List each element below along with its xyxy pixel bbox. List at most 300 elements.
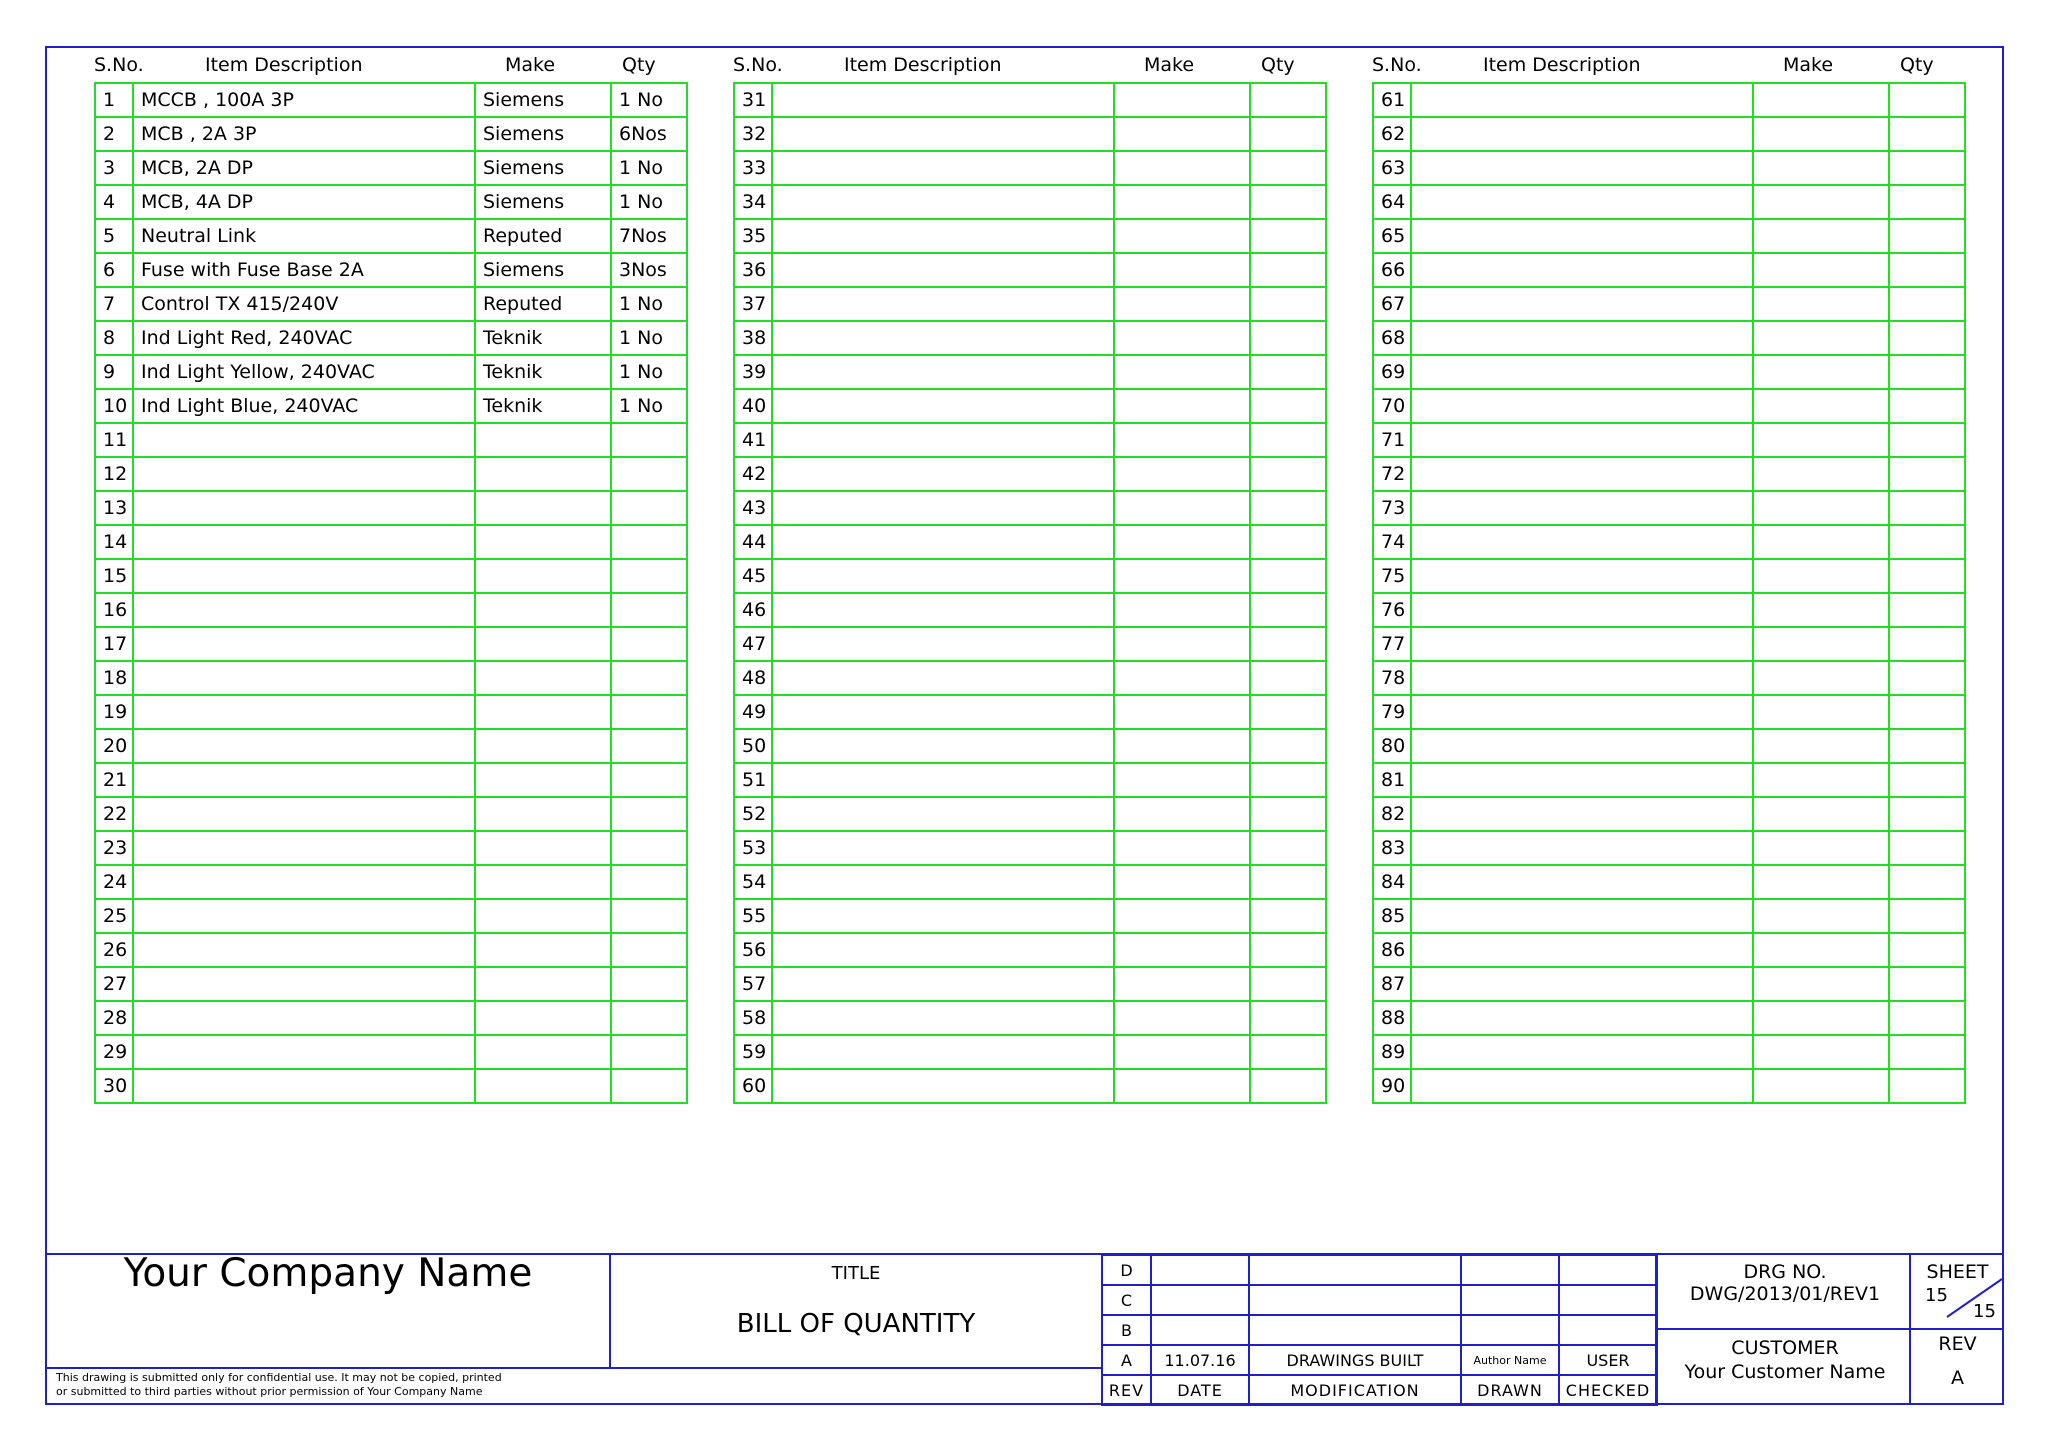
table-row	[1373, 355, 1965, 389]
cell-sno: 77	[1373, 627, 1411, 661]
cell-make	[475, 1035, 611, 1069]
table-row	[95, 559, 687, 593]
cell-sno: 49	[734, 695, 772, 729]
cell-desc	[133, 865, 475, 899]
cell-sno: 9	[95, 355, 133, 389]
cell-sno: 33	[734, 151, 772, 185]
cell-qty	[611, 933, 687, 967]
cell-desc	[772, 321, 1114, 355]
cell-qty	[611, 525, 687, 559]
cell-make	[1753, 865, 1889, 899]
table-row	[95, 933, 687, 967]
table-row	[95, 287, 687, 321]
disclaimer	[56, 1371, 616, 1399]
cell-desc	[772, 559, 1114, 593]
cell-desc	[133, 1035, 475, 1069]
cell-sno: 41	[734, 423, 772, 457]
header-desc: Item Description	[1483, 54, 1641, 76]
cell-sno: 62	[1373, 117, 1411, 151]
table-row	[1373, 185, 1965, 219]
table-row	[95, 423, 687, 457]
cell-sno: 61	[1373, 83, 1411, 117]
rev-cell-checked	[1559, 1255, 1657, 1285]
cell-sno: 52	[734, 797, 772, 831]
cell-sno: 78	[1373, 661, 1411, 695]
cell-desc	[772, 151, 1114, 185]
cell-sno: 60	[734, 1069, 772, 1103]
rev-header-drawn: DRAWN	[1461, 1375, 1559, 1405]
table-row	[1373, 287, 1965, 321]
disclaimer-line-2: or submitted to third parties without prior permission of Your Company Name	[56, 1385, 483, 1398]
cell-make	[475, 457, 611, 491]
cell-make	[1753, 899, 1889, 933]
table-row	[95, 899, 687, 933]
cell-desc	[133, 661, 475, 695]
cell-qty	[1250, 457, 1326, 491]
cell-make	[1114, 1001, 1250, 1035]
cell-desc: MCB , 2A 3P	[133, 117, 475, 151]
cell-sno: 17	[95, 627, 133, 661]
table-row	[95, 1035, 687, 1069]
cell-qty	[1889, 559, 1965, 593]
cell-qty	[611, 1069, 687, 1103]
cell-desc	[772, 423, 1114, 457]
table-row	[1373, 661, 1965, 695]
cell-make	[1114, 559, 1250, 593]
cell-qty	[1250, 1069, 1326, 1103]
cell-desc: Ind Light Blue, 240VAC	[133, 389, 475, 423]
cell-desc	[1411, 151, 1753, 185]
cell-make	[1114, 627, 1250, 661]
cell-desc	[1411, 355, 1753, 389]
cell-make	[1753, 1069, 1889, 1103]
cell-desc	[1411, 593, 1753, 627]
cell-desc	[772, 627, 1114, 661]
cell-desc	[133, 559, 475, 593]
cell-sno: 67	[1373, 287, 1411, 321]
cell-desc	[1411, 1035, 1753, 1069]
cell-qty	[1250, 389, 1326, 423]
rev-cell-checked	[1559, 1315, 1657, 1345]
revision-row	[1102, 1255, 1657, 1285]
table-row	[734, 797, 1326, 831]
cell-make	[1114, 491, 1250, 525]
table-row	[95, 389, 687, 423]
cell-sno: 51	[734, 763, 772, 797]
table-row	[1373, 457, 1965, 491]
cell-desc	[772, 253, 1114, 287]
cell-qty	[1889, 389, 1965, 423]
table-row	[95, 219, 687, 253]
cell-qty	[1250, 593, 1326, 627]
table-row	[1373, 899, 1965, 933]
cell-qty	[1250, 559, 1326, 593]
table-row	[734, 253, 1326, 287]
table-row	[734, 559, 1326, 593]
cell-desc	[772, 287, 1114, 321]
cell-sno: 4	[95, 185, 133, 219]
cell-make	[1753, 525, 1889, 559]
cell-make	[1753, 559, 1889, 593]
cell-desc	[1411, 831, 1753, 865]
customer-name: Your Customer Name	[1684, 1361, 1886, 1383]
cell-sno: 46	[734, 593, 772, 627]
cell-sno: 15	[95, 559, 133, 593]
cell-make	[1753, 457, 1889, 491]
rev-value: A	[1951, 1367, 1964, 1389]
cell-make: Teknik	[475, 321, 611, 355]
cell-qty	[1889, 593, 1965, 627]
table-row	[1373, 83, 1965, 117]
cell-make	[475, 729, 611, 763]
rev-cell-drawn	[1461, 1315, 1559, 1345]
cell-qty	[1250, 185, 1326, 219]
cell-qty	[611, 831, 687, 865]
cell-sno: 7	[95, 287, 133, 321]
cell-make	[1753, 185, 1889, 219]
cell-make	[1114, 83, 1250, 117]
cell-make	[1114, 763, 1250, 797]
cell-desc	[1411, 83, 1753, 117]
cell-desc: MCB, 2A DP	[133, 151, 475, 185]
cell-sno: 14	[95, 525, 133, 559]
table-row	[734, 729, 1326, 763]
cell-qty	[1250, 423, 1326, 457]
cell-make: Siemens	[475, 151, 611, 185]
table-row	[1373, 593, 1965, 627]
rev-header-mod: MODIFICATION	[1249, 1375, 1461, 1405]
cell-desc	[133, 797, 475, 831]
cell-qty	[611, 763, 687, 797]
table-row	[95, 457, 687, 491]
cell-make	[1114, 185, 1250, 219]
table-row	[95, 151, 687, 185]
table-row	[734, 1001, 1326, 1035]
cell-qty: 1 No	[611, 321, 687, 355]
rev-cell-drawn	[1461, 1255, 1559, 1285]
revision-row	[1102, 1285, 1657, 1315]
cell-make	[1114, 695, 1250, 729]
cell-make	[1753, 661, 1889, 695]
header-qty: Qty	[1900, 54, 1934, 76]
cell-make	[1753, 763, 1889, 797]
revision-row	[1102, 1345, 1657, 1375]
cell-sno: 47	[734, 627, 772, 661]
cell-sno: 80	[1373, 729, 1411, 763]
table-row	[734, 593, 1326, 627]
cell-sno: 8	[95, 321, 133, 355]
cell-qty	[611, 1001, 687, 1035]
table-row	[734, 83, 1326, 117]
table-row	[734, 695, 1326, 729]
cell-sno: 89	[1373, 1035, 1411, 1069]
table-row	[1373, 559, 1965, 593]
cell-qty	[1250, 899, 1326, 933]
cell-make	[1753, 253, 1889, 287]
cell-desc	[772, 1069, 1114, 1103]
company-box	[45, 1253, 611, 1369]
cell-qty	[611, 627, 687, 661]
cell-make	[1114, 253, 1250, 287]
cell-make	[1753, 83, 1889, 117]
table-row	[734, 423, 1326, 457]
table-row	[1373, 423, 1965, 457]
rev-cell-drawn	[1461, 1285, 1559, 1315]
cell-qty	[1889, 763, 1965, 797]
cell-qty	[611, 967, 687, 1001]
cell-make	[1753, 423, 1889, 457]
cell-qty	[1250, 865, 1326, 899]
cell-make	[1753, 593, 1889, 627]
cell-qty	[1250, 797, 1326, 831]
cell-qty	[1889, 151, 1965, 185]
cell-desc	[133, 525, 475, 559]
title-label: TITLE	[831, 1263, 881, 1284]
cell-desc	[1411, 185, 1753, 219]
cell-desc	[1411, 389, 1753, 423]
cell-make: Reputed	[475, 219, 611, 253]
cell-qty	[1250, 627, 1326, 661]
cell-sno: 35	[734, 219, 772, 253]
cell-qty	[1889, 797, 1965, 831]
cell-make	[475, 865, 611, 899]
cell-sno: 26	[95, 933, 133, 967]
cell-desc	[772, 219, 1114, 253]
cell-sno: 53	[734, 831, 772, 865]
cell-sno: 56	[734, 933, 772, 967]
table-row	[95, 797, 687, 831]
table-row	[1373, 797, 1965, 831]
table-row	[95, 321, 687, 355]
cell-qty	[1889, 967, 1965, 1001]
cell-qty	[611, 1035, 687, 1069]
cell-sno: 13	[95, 491, 133, 525]
cell-qty	[1889, 355, 1965, 389]
cell-sno: 21	[95, 763, 133, 797]
cell-qty	[1250, 117, 1326, 151]
cell-qty	[1250, 83, 1326, 117]
table-row	[1373, 695, 1965, 729]
cell-make	[1114, 525, 1250, 559]
rev-cell-date: 11.07.16	[1151, 1345, 1249, 1375]
cell-qty	[1250, 729, 1326, 763]
cell-desc	[133, 967, 475, 1001]
cell-sno: 38	[734, 321, 772, 355]
cell-desc	[772, 729, 1114, 763]
cell-qty	[611, 559, 687, 593]
cell-desc	[1411, 797, 1753, 831]
cell-make	[1753, 1035, 1889, 1069]
cell-make	[475, 525, 611, 559]
cell-desc	[772, 661, 1114, 695]
cell-sno: 31	[734, 83, 772, 117]
cell-make: Siemens	[475, 185, 611, 219]
cell-qty	[611, 797, 687, 831]
cell-make	[475, 797, 611, 831]
cell-desc	[772, 933, 1114, 967]
cell-make	[475, 559, 611, 593]
table-row	[734, 525, 1326, 559]
cell-qty: 1 No	[611, 151, 687, 185]
cell-desc	[772, 457, 1114, 491]
cell-qty	[1250, 695, 1326, 729]
cell-qty	[1889, 185, 1965, 219]
cell-qty	[1250, 1035, 1326, 1069]
cell-make	[475, 899, 611, 933]
table-row	[734, 967, 1326, 1001]
cell-desc	[1411, 321, 1753, 355]
cell-desc	[772, 1035, 1114, 1069]
cell-make	[1753, 967, 1889, 1001]
cell-qty	[1889, 219, 1965, 253]
cell-qty: 6Nos	[611, 117, 687, 151]
cell-make	[1114, 423, 1250, 457]
table-row	[95, 865, 687, 899]
cell-desc	[133, 491, 475, 525]
table-row	[734, 287, 1326, 321]
cell-desc	[1411, 491, 1753, 525]
cell-make	[1114, 151, 1250, 185]
cell-qty	[1250, 831, 1326, 865]
cell-qty	[1889, 627, 1965, 661]
cell-sno: 75	[1373, 559, 1411, 593]
cell-sno: 81	[1373, 763, 1411, 797]
cell-make: Siemens	[475, 253, 611, 287]
rev-cell-mod	[1249, 1285, 1461, 1315]
cell-qty	[1889, 423, 1965, 457]
table-row	[734, 1035, 1326, 1069]
cell-sno: 12	[95, 457, 133, 491]
table-row	[734, 933, 1326, 967]
cell-qty: 3Nos	[611, 253, 687, 287]
table-row	[1373, 967, 1965, 1001]
rev-cell-rev: B	[1102, 1315, 1151, 1345]
cell-sno: 86	[1373, 933, 1411, 967]
cell-sno: 50	[734, 729, 772, 763]
drg-divider	[1657, 1328, 1913, 1330]
table-row	[1373, 729, 1965, 763]
cell-sno: 6	[95, 253, 133, 287]
cell-qty: 1 No	[611, 389, 687, 423]
cell-make	[1114, 729, 1250, 763]
table-row	[734, 117, 1326, 151]
rev-cell-checked	[1559, 1285, 1657, 1315]
cell-desc	[133, 763, 475, 797]
cell-make	[1114, 797, 1250, 831]
cell-sno: 43	[734, 491, 772, 525]
cell-qty	[611, 457, 687, 491]
table-row	[734, 1069, 1326, 1103]
cell-make	[475, 593, 611, 627]
cell-make	[1114, 967, 1250, 1001]
cell-sno: 24	[95, 865, 133, 899]
cell-make	[1753, 321, 1889, 355]
cell-desc: Ind Light Yellow, 240VAC	[133, 355, 475, 389]
table-row	[95, 525, 687, 559]
cell-sno: 10	[95, 389, 133, 423]
table-row	[95, 117, 687, 151]
revision-row	[1102, 1315, 1657, 1345]
rev-cell-drawn: Author Name	[1461, 1345, 1559, 1375]
cell-qty	[1889, 899, 1965, 933]
cell-make	[1114, 1035, 1250, 1069]
table-row	[1373, 831, 1965, 865]
cell-qty	[1250, 321, 1326, 355]
cell-sno: 65	[1373, 219, 1411, 253]
cell-desc	[772, 185, 1114, 219]
cell-sno: 19	[95, 695, 133, 729]
table-row	[734, 457, 1326, 491]
table-row	[95, 831, 687, 865]
cell-make	[475, 695, 611, 729]
cell-make	[475, 423, 611, 457]
drg-customer-box	[1655, 1253, 1911, 1405]
cell-desc	[772, 83, 1114, 117]
cell-make	[1753, 797, 1889, 831]
cell-qty	[1889, 1001, 1965, 1035]
cell-make: Teknik	[475, 389, 611, 423]
cell-desc	[133, 627, 475, 661]
cell-desc	[1411, 729, 1753, 763]
cell-qty	[1250, 355, 1326, 389]
sheet-number: 15	[1925, 1285, 1948, 1306]
cell-qty	[611, 491, 687, 525]
rev-cell-date	[1151, 1255, 1249, 1285]
cell-make	[475, 1069, 611, 1103]
cell-desc	[772, 831, 1114, 865]
cell-desc	[1411, 1069, 1753, 1103]
table-row	[1373, 253, 1965, 287]
cell-make	[1753, 491, 1889, 525]
cell-make: Reputed	[475, 287, 611, 321]
cell-qty	[1889, 253, 1965, 287]
cell-sno: 55	[734, 899, 772, 933]
table-row	[734, 321, 1326, 355]
cell-make	[1114, 457, 1250, 491]
cell-desc	[772, 593, 1114, 627]
cell-sno: 40	[734, 389, 772, 423]
cell-qty	[1889, 695, 1965, 729]
cell-desc	[133, 1001, 475, 1035]
table-row	[734, 219, 1326, 253]
table-row	[734, 831, 1326, 865]
title-box	[611, 1253, 1101, 1369]
cell-desc	[1411, 763, 1753, 797]
drawing-title: BILL OF QUANTITY	[736, 1309, 976, 1339]
drg-number: DWG/2013/01/REV1	[1689, 1283, 1881, 1305]
table-row	[734, 389, 1326, 423]
cell-desc	[1411, 525, 1753, 559]
cell-make	[1114, 287, 1250, 321]
cell-qty	[1889, 1069, 1965, 1103]
cell-desc	[772, 389, 1114, 423]
table-row	[1373, 525, 1965, 559]
cell-make	[1753, 389, 1889, 423]
cell-desc	[133, 423, 475, 457]
cell-make	[1753, 831, 1889, 865]
drg-label: DRG NO.	[1743, 1261, 1827, 1283]
cell-desc	[772, 695, 1114, 729]
cell-desc	[1411, 899, 1753, 933]
rev-label: REV	[1938, 1333, 1977, 1355]
rev-cell-rev: A	[1102, 1345, 1151, 1375]
table-row	[734, 899, 1326, 933]
cell-make	[1114, 865, 1250, 899]
cell-qty	[611, 423, 687, 457]
cell-make	[1753, 627, 1889, 661]
disclaimer-line-1: This drawing is submitted only for confidential use. It may not be copied, printed	[56, 1371, 502, 1384]
cell-desc	[133, 1069, 475, 1103]
